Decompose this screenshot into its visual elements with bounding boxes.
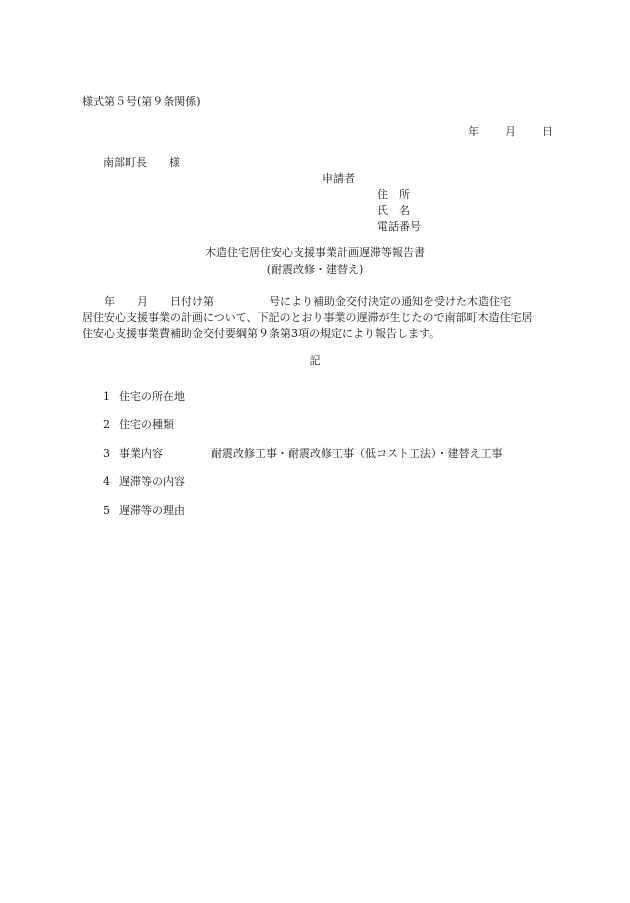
list-item — [103, 448, 503, 459]
list-item — [103, 505, 185, 516]
document-title: 木造住宅居住安心支援事業計画遅滞等報告書 — [205, 246, 425, 259]
date-year: 年 — [468, 125, 479, 138]
addressee-honorific: 様 — [169, 156, 180, 169]
document-subtitle: (耐震改修・建替え) — [266, 263, 364, 276]
item-label: 住宅の所在地 — [119, 390, 185, 403]
addressee-name: 南部町長 — [103, 156, 147, 169]
body-paragraph: 年 月 日付け第 号により補助金交付決定の通知を受けた木造住宅 居住安心支援事業の計画について、下記のとおり事業の遅滞が生じたので南部町木造住宅居 住安心支援事業費補助金交付要綱第９条第3項の規定により報告します。 — [82, 295, 533, 340]
ki-heading: 記 — [309, 354, 321, 367]
item-number: 5 — [103, 504, 110, 517]
form-number: 様式第５号(第９条関係) — [82, 95, 201, 108]
item-label: 事業内容 — [119, 447, 163, 460]
applicant-name-label: 氏 名 — [377, 204, 410, 217]
applicant-address-label: 住 所 — [377, 188, 410, 201]
list-item — [103, 419, 174, 430]
item-number: 3 — [103, 447, 110, 460]
applicant-phone-label: 電話番号 — [377, 220, 421, 233]
item-label: 遅滞等の理由 — [119, 504, 185, 517]
addressee — [103, 157, 180, 168]
item-label: 遅滞等の内容 — [119, 475, 185, 488]
item-number: 2 — [103, 418, 110, 431]
item-value: 耐震改修工事・耐震改修工事（低コスト工法）・建替え工事 — [211, 447, 503, 460]
date-month: 月 — [505, 125, 516, 138]
date-day: 日 — [542, 125, 553, 138]
item-number: 1 — [103, 390, 110, 403]
list-item — [103, 476, 185, 487]
date-line — [468, 126, 553, 137]
item-number: 4 — [103, 475, 110, 488]
list-item — [103, 391, 185, 402]
applicant-heading: 申請者 — [322, 172, 355, 185]
item-label: 住宅の種類 — [119, 418, 174, 431]
